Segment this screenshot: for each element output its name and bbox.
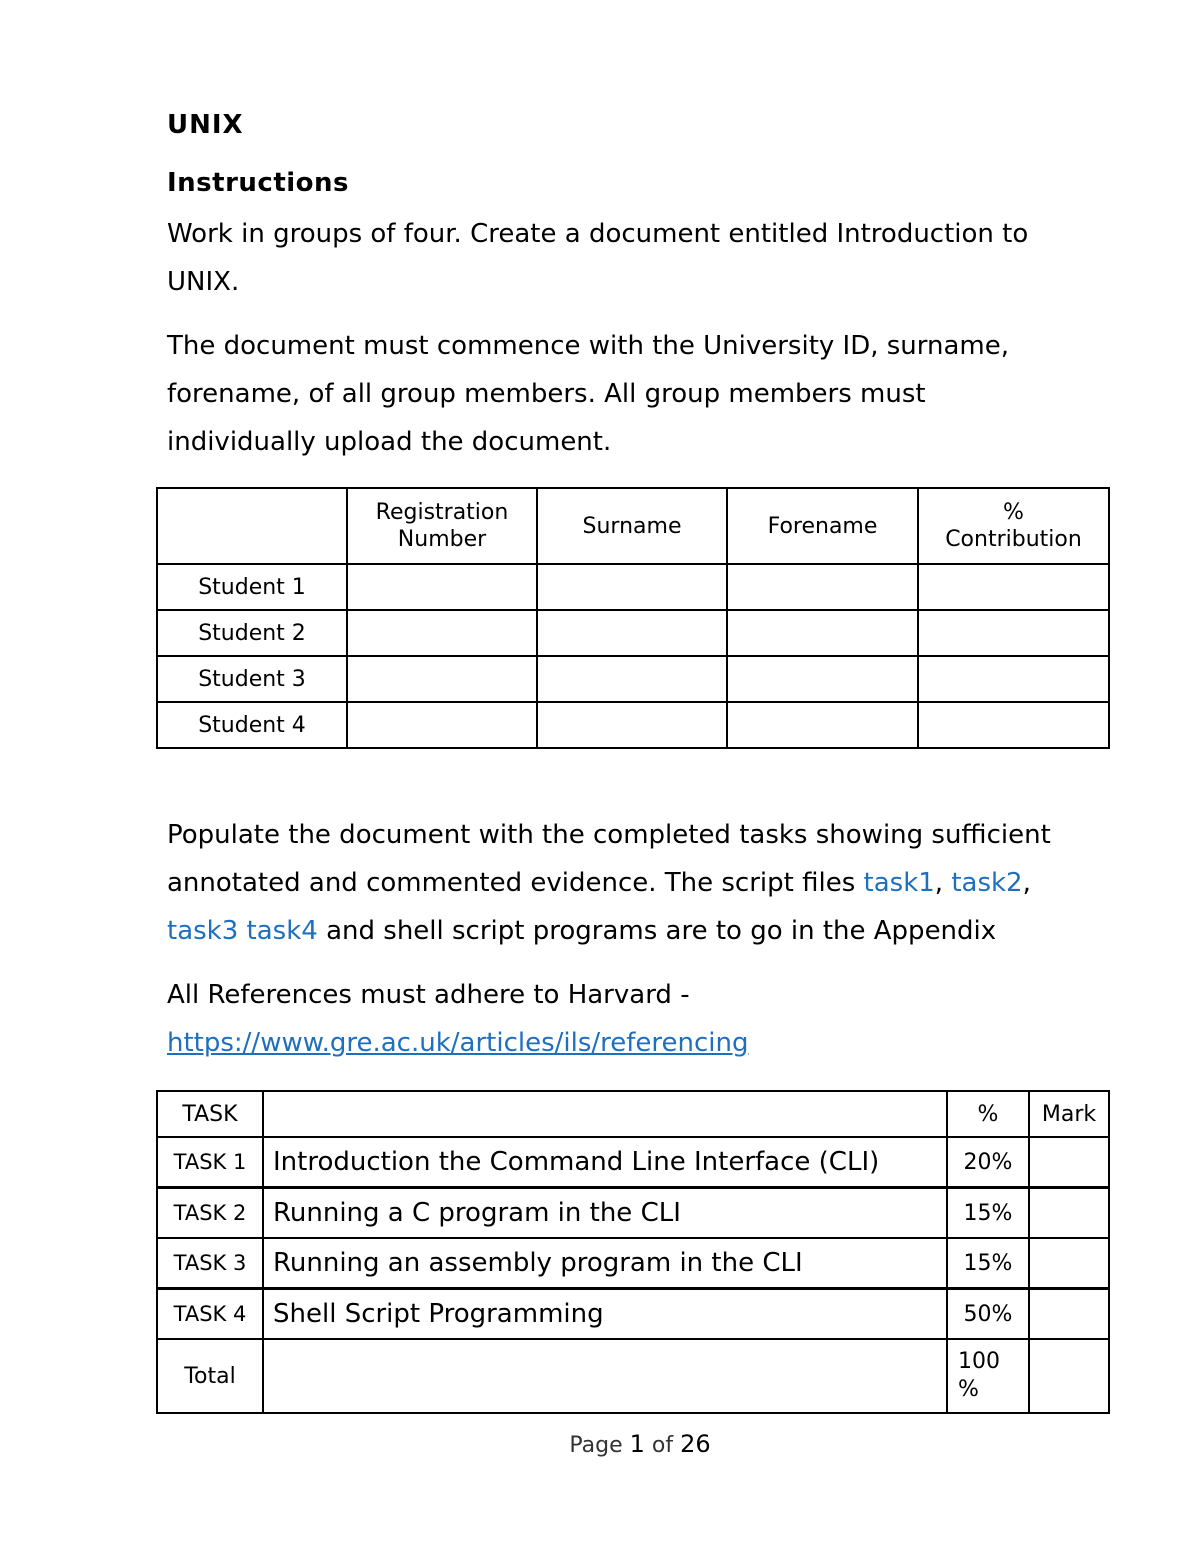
table-row [157, 656, 1109, 702]
header-task: TASK [157, 1091, 263, 1137]
paragraph-references [167, 971, 1127, 1067]
table-row [157, 702, 1109, 748]
task2-link[interactable]: task2 [951, 868, 1023, 898]
mark-cell[interactable] [1029, 1137, 1109, 1188]
student-label: Student 1 [157, 564, 347, 610]
paragraph-populate [167, 811, 1127, 955]
table-row [157, 1137, 1109, 1188]
task-label: TASK 3 [157, 1238, 263, 1289]
student-label: Student 2 [157, 610, 347, 656]
paragraph-commence-line2: forename, of all group members. All group members must [167, 379, 926, 409]
forename-cell[interactable] [727, 564, 918, 610]
surname-cell[interactable] [537, 656, 727, 702]
task1-link[interactable]: task1 [863, 868, 935, 898]
task-percent: 15% [947, 1188, 1029, 1239]
students-table-header [157, 488, 1109, 564]
referencing-link[interactable]: https://www.gre.ac.uk/articles/ils/referencing [167, 1028, 749, 1058]
mark-cell[interactable] [1029, 1188, 1109, 1239]
table-row [157, 1289, 1109, 1340]
header-percent: % [947, 1091, 1029, 1137]
page-footer [0, 1430, 1200, 1458]
mark-cell[interactable] [1029, 1289, 1109, 1340]
header-registration-line2: Number [397, 527, 487, 552]
task-label: TASK 1 [157, 1137, 263, 1188]
header-mark: Mark [1029, 1091, 1109, 1137]
contribution-cell[interactable] [918, 564, 1109, 610]
task4-link[interactable]: task4 [246, 916, 318, 946]
paragraph-populate-text: annotated and commented evidence. The script files [167, 868, 864, 898]
registration-cell[interactable] [347, 564, 537, 610]
registration-cell[interactable] [347, 610, 537, 656]
comma: , [1022, 868, 1031, 898]
header-description [263, 1091, 947, 1137]
paragraph-groups [167, 210, 1127, 306]
tasks-table [156, 1090, 1110, 1414]
instructions-heading: Instructions [167, 168, 350, 198]
page-word: Page [569, 1433, 623, 1458]
of-word: of [651, 1433, 674, 1458]
table-row [157, 610, 1109, 656]
paragraph-commence-line1: The document must commence with the University ID, surname, [167, 331, 1010, 361]
header-blank [157, 488, 347, 564]
surname-cell[interactable] [537, 702, 727, 748]
table-row [157, 564, 1109, 610]
task-label: TASK 4 [157, 1289, 263, 1340]
table-row [157, 1188, 1109, 1239]
total-mark-cell[interactable] [1029, 1339, 1109, 1413]
student-label: Student 4 [157, 702, 347, 748]
paragraph-populate-line1: Populate the document with the completed tasks showing sufficient [167, 820, 1051, 850]
total-percent-line1: 100 [958, 1349, 1000, 1374]
document-title: UNIX [167, 110, 244, 140]
forename-cell[interactable] [727, 656, 918, 702]
forename-cell[interactable] [727, 610, 918, 656]
header-surname: Surname [537, 488, 727, 564]
paragraph-groups-line1: Work in groups of four. Create a document entitled Introduction to [167, 219, 1029, 249]
header-registration-line1: Registration [375, 500, 509, 525]
contribution-cell[interactable] [918, 656, 1109, 702]
page-number: 1 [629, 1430, 645, 1458]
task-description: Shell Script Programming [263, 1289, 947, 1340]
total-pages: 26 [680, 1430, 711, 1458]
comma: , [934, 868, 952, 898]
header-contribution [918, 488, 1109, 564]
paragraph-populate-line2 [167, 868, 1031, 898]
paragraph-populate-tail: and shell script programs are to go in the Appendix [317, 916, 997, 946]
registration-cell[interactable] [347, 656, 537, 702]
header-contribution-line2: Contribution [945, 527, 1082, 552]
paragraph-commence [167, 322, 1127, 466]
total-row [157, 1339, 1109, 1413]
task3-link[interactable]: task3 [167, 916, 239, 946]
total-percent-line2: % [958, 1377, 979, 1402]
task-percent: 20% [947, 1137, 1029, 1188]
header-registration [347, 488, 537, 564]
mark-cell[interactable] [1029, 1238, 1109, 1289]
space [238, 916, 246, 946]
paragraph-commence-line3: individually upload the document. [167, 427, 612, 457]
paragraph-populate-line3 [167, 916, 996, 946]
task-description: Running a C program in the CLI [263, 1188, 947, 1239]
header-contribution-line1: % [1003, 500, 1024, 525]
task-description: Running an assembly program in the CLI [263, 1238, 947, 1289]
contribution-cell[interactable] [918, 610, 1109, 656]
forename-cell[interactable] [727, 702, 918, 748]
header-forename: Forename [727, 488, 918, 564]
total-description [263, 1339, 947, 1413]
task-percent: 50% [947, 1289, 1029, 1340]
contribution-cell[interactable] [918, 702, 1109, 748]
paragraph-references-line1: All References must adhere to Harvard - [167, 980, 690, 1010]
surname-cell[interactable] [537, 564, 727, 610]
task-description: Introduction the Command Line Interface (CLI) [263, 1137, 947, 1188]
table-row [157, 1238, 1109, 1289]
total-percent [947, 1339, 1029, 1413]
task-label: TASK 2 [157, 1188, 263, 1239]
tasks-table-header [157, 1091, 1109, 1137]
students-table [156, 487, 1110, 749]
total-label: Total [157, 1339, 263, 1413]
task-percent: 15% [947, 1238, 1029, 1289]
student-label: Student 3 [157, 656, 347, 702]
surname-cell[interactable] [537, 610, 727, 656]
paragraph-groups-line2: UNIX. [167, 267, 240, 297]
registration-cell[interactable] [347, 702, 537, 748]
